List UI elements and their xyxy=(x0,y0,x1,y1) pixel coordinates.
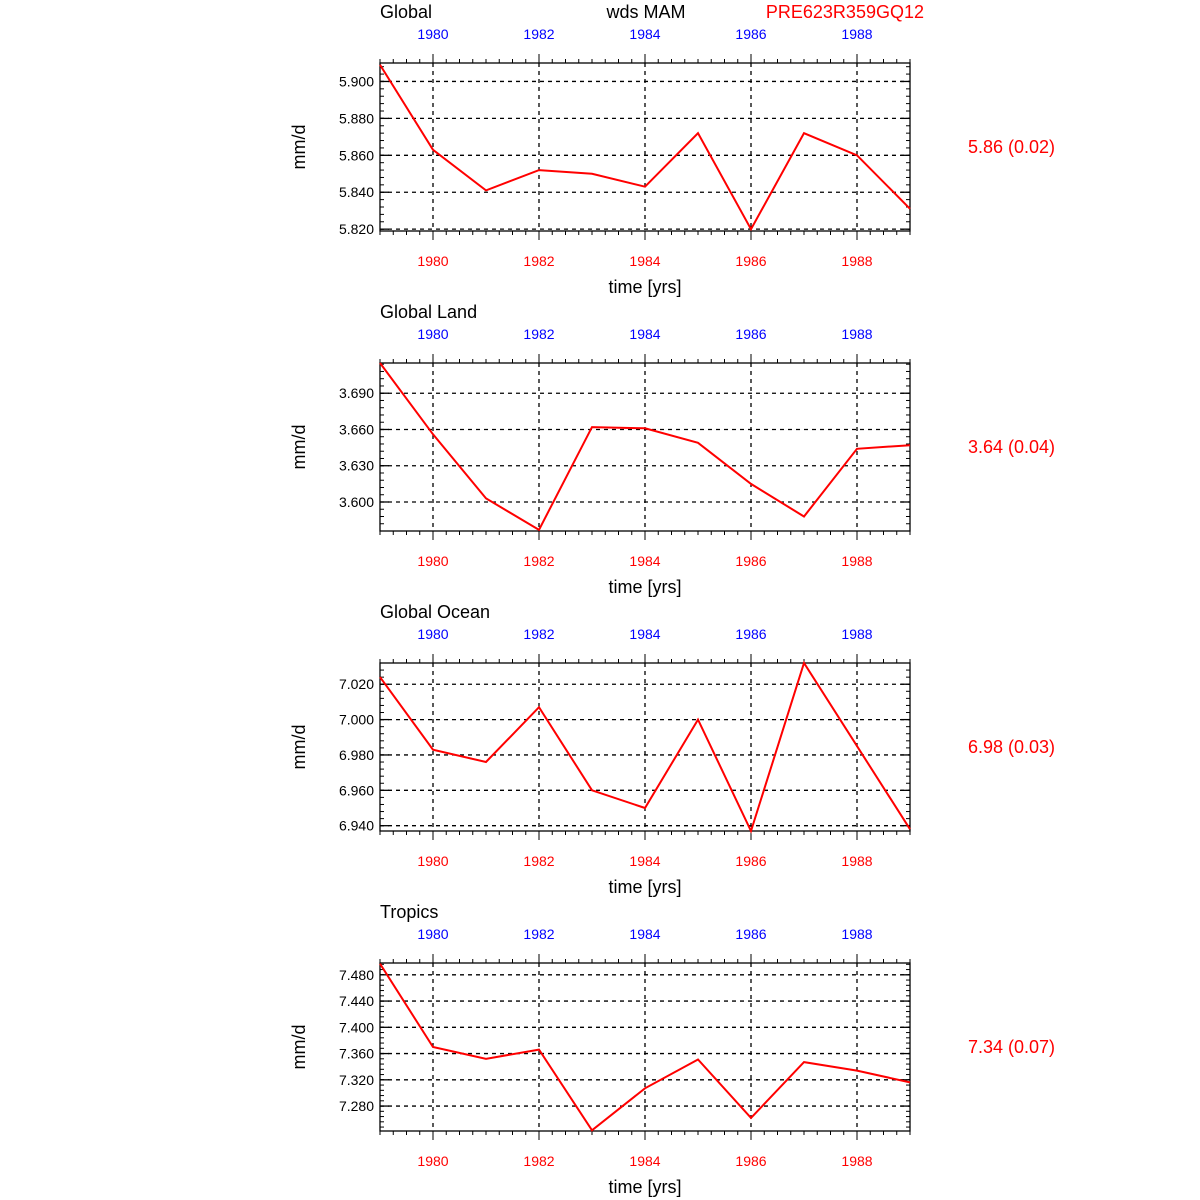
x-tick-label-top: 1982 xyxy=(523,926,555,942)
x-tick-label-bottom: 1980 xyxy=(417,853,449,869)
x-tick-label-bottom: 1984 xyxy=(629,553,661,569)
y-tick-label: 3.600 xyxy=(338,493,374,510)
x-axis-label: time [yrs] xyxy=(608,1177,682,1197)
y-tick-label: 6.980 xyxy=(338,746,374,763)
y-tick-label: 6.960 xyxy=(338,782,374,799)
y-tick-label: 7.000 xyxy=(338,711,374,728)
y-axis-label: mm/d xyxy=(289,424,309,470)
x-tick-label-top: 1984 xyxy=(629,626,661,642)
x-tick-label-bottom: 1982 xyxy=(523,853,555,869)
stat-annotation: 5.86 (0.02) xyxy=(967,137,1055,157)
x-tick-label-top: 1988 xyxy=(841,26,873,42)
y-tick-label: 3.690 xyxy=(338,385,374,402)
panel-2 xyxy=(289,602,1055,897)
x-tick-label-bottom: 1988 xyxy=(841,853,873,869)
x-axis-label: time [yrs] xyxy=(608,877,682,897)
panel-title: Tropics xyxy=(380,902,439,922)
panels xyxy=(289,2,1055,1197)
x-tick-label-top: 1984 xyxy=(629,326,661,342)
figure-right-title: PRE623R359GQ12 xyxy=(765,2,924,22)
x-tick-label-bottom: 1984 xyxy=(629,1153,661,1169)
stat-annotation: 6.98 (0.03) xyxy=(967,737,1055,757)
x-axis-label: time [yrs] xyxy=(608,577,682,597)
x-tick-label-bottom: 1986 xyxy=(735,853,767,869)
y-tick-label: 7.440 xyxy=(338,993,374,1010)
x-tick-label-top: 1986 xyxy=(735,326,767,342)
panel-title: Global Ocean xyxy=(380,602,491,622)
panel-3 xyxy=(289,902,1055,1197)
x-tick-label-top: 1980 xyxy=(417,626,449,642)
x-tick-label-bottom: 1982 xyxy=(523,553,555,569)
y-tick-label: 7.400 xyxy=(338,1019,374,1036)
x-tick-label-bottom: 1984 xyxy=(629,853,661,869)
y-tick-label: 5.820 xyxy=(338,221,374,238)
x-tick-label-top: 1986 xyxy=(735,626,767,642)
stat-annotation: 7.34 (0.07) xyxy=(967,1037,1055,1057)
x-tick-label-top: 1980 xyxy=(417,926,449,942)
x-tick-label-bottom: 1984 xyxy=(629,253,661,269)
y-tick-label: 7.320 xyxy=(338,1071,374,1088)
x-tick-label-bottom: 1986 xyxy=(735,1153,767,1169)
x-tick-label-top: 1986 xyxy=(735,26,767,42)
x-tick-label-top: 1980 xyxy=(417,26,449,42)
y-tick-label: 7.360 xyxy=(338,1045,374,1062)
y-axis-label: mm/d xyxy=(289,724,309,770)
x-tick-label-bottom: 1982 xyxy=(523,1153,555,1169)
panel-0 xyxy=(289,2,1055,297)
figure-center-title: wds MAM xyxy=(606,2,686,22)
x-axis-label: time [yrs] xyxy=(608,277,682,297)
x-tick-label-top: 1982 xyxy=(523,626,555,642)
x-tick-label-top: 1984 xyxy=(629,926,661,942)
x-tick-label-bottom: 1982 xyxy=(523,253,555,269)
x-tick-label-bottom: 1988 xyxy=(841,553,873,569)
y-tick-label: 7.280 xyxy=(338,1098,374,1115)
x-tick-label-top: 1982 xyxy=(523,26,555,42)
x-tick-label-top: 1982 xyxy=(523,326,555,342)
x-tick-label-bottom: 1986 xyxy=(735,253,767,269)
y-tick-label: 3.660 xyxy=(338,421,374,438)
x-tick-label-top: 1986 xyxy=(735,926,767,942)
y-tick-label: 5.900 xyxy=(338,73,374,90)
x-tick-label-bottom: 1980 xyxy=(417,253,449,269)
x-tick-label-top: 1984 xyxy=(629,26,661,42)
panel-1 xyxy=(289,302,1055,597)
y-tick-label: 5.840 xyxy=(338,184,374,201)
x-tick-label-bottom: 1986 xyxy=(735,553,767,569)
stat-annotation: 3.64 (0.04) xyxy=(967,437,1055,457)
x-tick-label-bottom: 1980 xyxy=(417,1153,449,1169)
y-tick-label: 5.860 xyxy=(338,147,374,164)
x-tick-label-top: 1988 xyxy=(841,326,873,342)
y-axis-label: mm/d xyxy=(289,1024,309,1070)
panel-title: Global Land xyxy=(380,302,478,322)
x-tick-label-top: 1980 xyxy=(417,326,449,342)
y-tick-label: 3.630 xyxy=(338,457,374,474)
y-tick-label: 7.020 xyxy=(338,676,374,693)
x-tick-label-top: 1988 xyxy=(841,626,873,642)
y-tick-label: 5.880 xyxy=(338,110,374,127)
panel-title: Global xyxy=(380,2,433,22)
y-tick-label: 6.940 xyxy=(338,817,374,834)
x-tick-label-bottom: 1980 xyxy=(417,553,449,569)
y-tick-label: 7.480 xyxy=(338,966,374,983)
x-tick-label-bottom: 1988 xyxy=(841,253,873,269)
x-tick-label-bottom: 1988 xyxy=(841,1153,873,1169)
x-tick-label-top: 1988 xyxy=(841,926,873,942)
y-axis-label: mm/d xyxy=(289,124,309,170)
